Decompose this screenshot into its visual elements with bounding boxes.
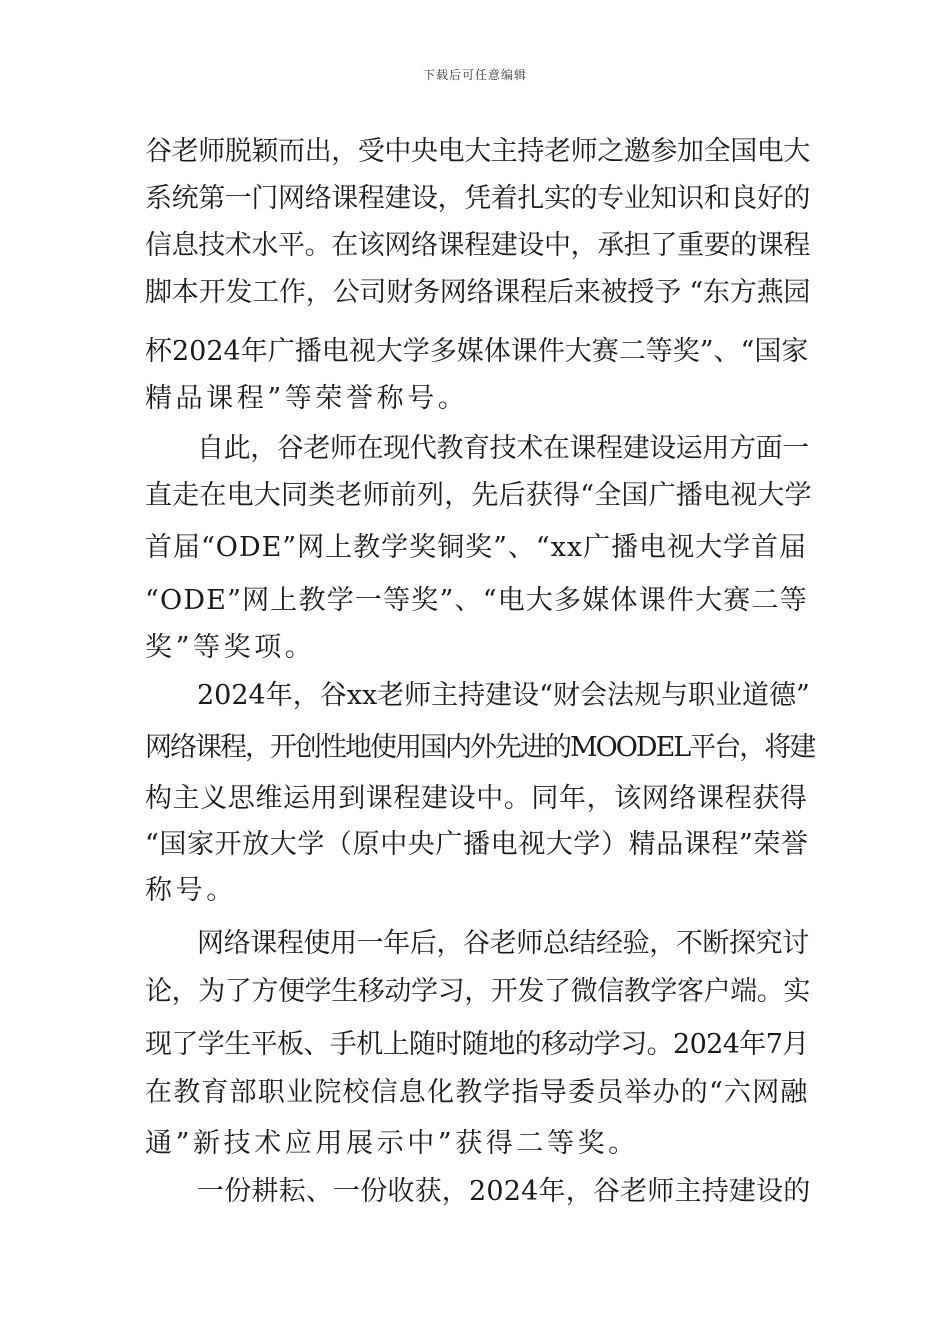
text-line: 谷老师脱颖而出，受中央电大主持老师之邀参加全国电大: [145, 136, 810, 167]
text-line: 网络课程，开创性地使用国内外先进的MOODEL平台，将建: [145, 732, 815, 763]
text-line: 构主义思维运用到课程建设中。同年，该网络课程获得: [145, 783, 808, 814]
text-line: 信息技术水平。在该网络课程建设中，承担了重要的课程: [145, 230, 810, 261]
text-line: 一份耕耘、一份收获，2024年，谷老师主持建设的: [197, 1176, 811, 1207]
text-line: 网络课程使用一年后，谷老师总结经验，不断探究讨: [197, 928, 809, 959]
text-line: 2024年，谷xx老师主持建设“财会法规与职业道德”: [197, 680, 810, 711]
text-line: 论，为了方便学生移动学习，开发了微信教学客户端。实: [145, 976, 810, 1007]
text-line: 杯2024年广播电视大学多媒体课件大赛二等奖”、“国家: [145, 336, 809, 367]
text-line: “国家开放大学（原中央广播电视大学）精品课程”荣誉: [145, 829, 809, 860]
text-line: 自此，谷老师在现代教育技术在课程建设运用方面一: [197, 433, 809, 464]
text-line: 首届“ODE”网上教学奖铜奖”、“xx广播电视大学首届: [145, 532, 808, 563]
text-line: 直走在电大同类老师前列，先后获得“全国广播电视大学: [145, 480, 812, 511]
text-line: 脚本开发工作，公司财务网络课程后来被授予 “东方燕园: [145, 277, 811, 308]
text-line: “ODE”网上教学一等奖”、“电大多媒体课件大赛二等: [145, 585, 808, 616]
text-line: 在教育部职业院校信息化教学指导委员举办的“六网融: [145, 1077, 809, 1108]
text-line: 称号。: [145, 875, 237, 906]
text-line: 通”新技术应用展示中”获得二等奖。: [145, 1128, 639, 1159]
text-line: 系统第一门网络课程建设，凭着扎实的专业知识和良好的: [145, 183, 810, 214]
text-line: 现了学生平板、手机上随时随地的移动学习。2024年7月: [145, 1029, 809, 1060]
page-header: 下载后可任意编辑: [422, 68, 527, 82]
text-line: 奖”等奖项。: [145, 632, 316, 663]
text-line: 精品课程”等荣誉称号。: [145, 383, 469, 414]
